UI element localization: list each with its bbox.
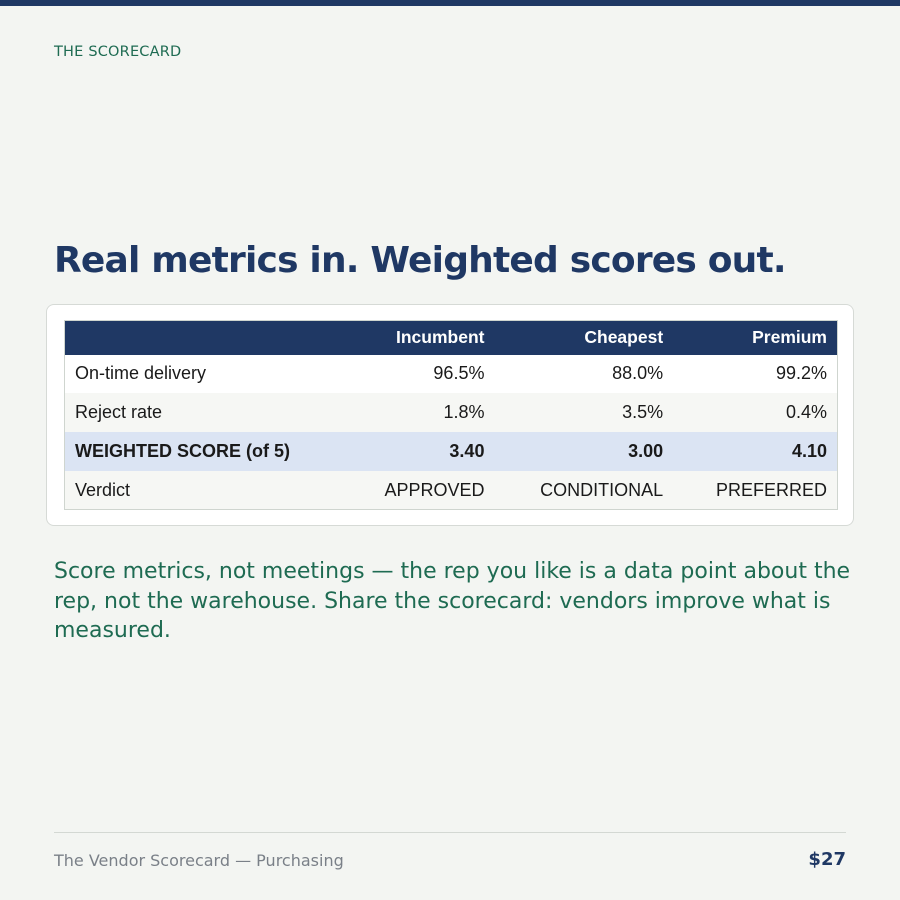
- cell-cheapest: 3.5%: [494, 393, 673, 432]
- scorecard-card: [46, 304, 854, 526]
- top-accent-bar: [0, 0, 900, 6]
- footer-title: The Vendor Scorecard — Purchasing: [54, 851, 344, 870]
- scorecard-table: [64, 320, 838, 510]
- row-label: WEIGHTED SCORE (of 5): [65, 432, 345, 471]
- row-label: On-time delivery: [65, 355, 345, 394]
- cell-premium: 4.10: [673, 432, 837, 471]
- cell-cheapest: 88.0%: [494, 355, 673, 394]
- table-row-verdict: [65, 471, 838, 510]
- body-text: Score metrics, not meetings — the rep you like is a data point about the rep, not the warehouse. Share the scorecard: vendors improve what is measured.: [54, 559, 851, 643]
- headline: Real metrics in. Weighted scores out.: [54, 240, 786, 281]
- row-label: Verdict: [65, 471, 345, 510]
- cell-premium: PREFERRED: [673, 471, 837, 510]
- table-header-row: [65, 321, 838, 355]
- cell-cheapest: 3.00: [494, 432, 673, 471]
- cell-incumbent: 3.40: [345, 432, 495, 471]
- table-row-reject-rate: [65, 393, 838, 432]
- cell-cheapest: CONDITIONAL: [494, 471, 673, 510]
- column-header-metric: [65, 321, 345, 355]
- cell-premium: 0.4%: [673, 393, 837, 432]
- price-label: $27: [808, 849, 846, 870]
- table-row-weighted-score: [65, 432, 838, 471]
- column-header-cheapest: Cheapest: [494, 321, 673, 355]
- footer-divider: [54, 832, 846, 833]
- table-row-on-time-delivery: [65, 355, 838, 394]
- cell-incumbent: 96.5%: [345, 355, 495, 394]
- column-header-premium: Premium: [673, 321, 837, 355]
- eyebrow-label: THE SCORECARD: [54, 44, 182, 60]
- column-header-incumbent: Incumbent: [345, 321, 495, 355]
- cell-incumbent: 1.8%: [345, 393, 495, 432]
- cell-premium: 99.2%: [673, 355, 837, 394]
- row-label: Reject rate: [65, 393, 345, 432]
- cell-incumbent: APPROVED: [345, 471, 495, 510]
